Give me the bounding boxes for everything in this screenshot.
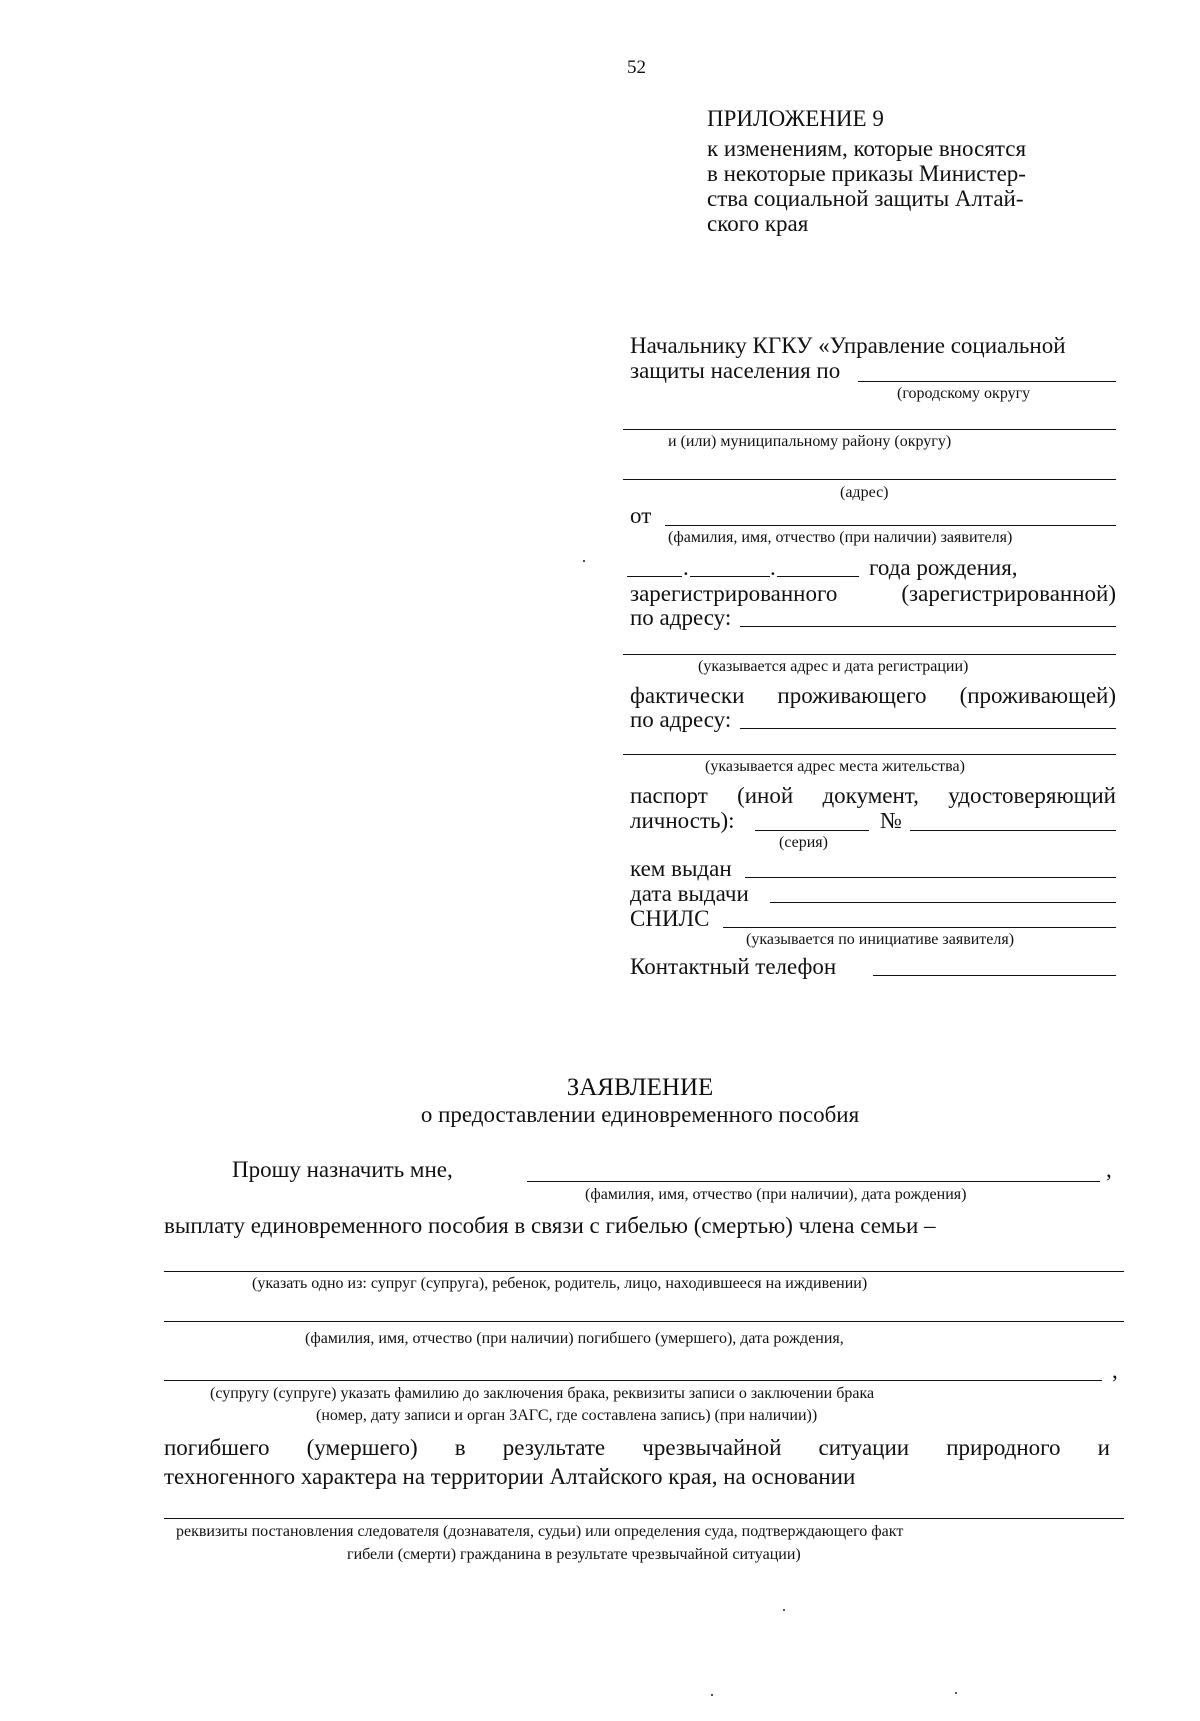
hint-relation: (указать одно из: супруг (супруга), ребенок, родитель, лицо, находившееся на иждивении) — [252, 1275, 868, 1292]
addressee-line1: Начальнику КГКУ «Управление социальной — [630, 333, 1066, 358]
appendix-line: ства социальной защиты Алтай- — [707, 186, 1024, 211]
addressee-line2: защиты населения по — [630, 358, 841, 383]
phone-field[interactable] — [873, 975, 1116, 976]
hint-applicant: (фамилия, имя, отчество (при наличии), дата рождения) — [585, 1186, 967, 1203]
actually-line — [630, 683, 1116, 709]
residence-address-field-2[interactable] — [623, 754, 1116, 755]
payment-text: выплату единовременного пособия в связи с гибелью (смертью) члена семьи – — [164, 1213, 936, 1238]
scan-speck — [955, 1692, 957, 1694]
by-address-label-2: по адресу: — [630, 707, 732, 732]
issued-by-label: кем выдан — [630, 856, 732, 881]
hint-fio: (фамилия, имя, отчество (при наличии) заявителя) — [668, 529, 1013, 546]
birth-month-field[interactable] — [690, 576, 770, 577]
hint-marriage: (супругу (супруге) указать фамилию до заключения брака, реквизиты записи о заключении брака — [210, 1385, 875, 1402]
basis-field[interactable] — [164, 1518, 1124, 1519]
hint-registration: (указывается адрес и дата регистрации) — [698, 658, 969, 675]
deceased-field[interactable] — [164, 1321, 1124, 1322]
body-word: и — [1097, 1435, 1110, 1460]
birth-separator: . — [683, 555, 689, 580]
appendix-line: в некоторые приказы Министер- — [707, 161, 1026, 186]
registered-word: (зарегистрированной) — [901, 581, 1116, 606]
district-field[interactable] — [858, 381, 1116, 382]
body-word: (умершего) — [306, 1435, 418, 1460]
hint-address: (адрес) — [840, 484, 889, 501]
appendix-line: к изменениям, которые вносятся — [707, 136, 1027, 161]
appendix-title: ПРИЛОЖЕНИЕ 9 — [707, 106, 884, 131]
snils-label: СНИЛС — [630, 906, 710, 931]
actually-word: проживающего — [777, 683, 927, 708]
hint-basis: реквизиты постановления следователя (дознавателя, судьи) или определения суда, подтверждающего факт — [176, 1523, 904, 1540]
birth-separator: . — [770, 555, 776, 580]
body-word: чрезвычайной — [642, 1435, 782, 1460]
body-line-2: техногенного характера на территории Алтайского края, на основании — [164, 1464, 856, 1489]
hint-snils: (указывается по инициативе заявителя) — [746, 931, 1015, 948]
from-label: от — [630, 503, 652, 528]
residence-address-field[interactable] — [740, 728, 1116, 729]
scan-speck — [583, 560, 585, 562]
passport-number-field[interactable] — [910, 830, 1116, 831]
statement-title: ЗАЯВЛЕНИЕ — [566, 1074, 714, 1101]
body-word: ситуации — [818, 1435, 910, 1460]
birth-year-field[interactable] — [777, 576, 859, 577]
hint-series: (серия) — [779, 834, 828, 851]
passport-line — [630, 783, 1116, 809]
registered-line — [630, 581, 1116, 607]
comma: , — [1106, 1157, 1112, 1182]
by-address-label: по адресу: — [630, 605, 732, 630]
passport-word: удостоверяющий — [948, 783, 1116, 808]
passport-word: документ, — [822, 783, 919, 808]
snils-field[interactable] — [723, 927, 1116, 928]
address-field[interactable] — [623, 479, 1116, 480]
page-number: 52 — [627, 57, 646, 78]
registration-address-field[interactable] — [740, 626, 1116, 627]
body-word: в — [454, 1435, 466, 1460]
body-word: результате — [502, 1435, 606, 1460]
phone-label: Контактный телефон — [630, 954, 837, 979]
request-text: Прошу назначить мне, — [232, 1157, 453, 1182]
hint-deceased: (фамилия, имя, отчество (при наличии) погибшего (умершего), дата рождения, — [305, 1330, 844, 1347]
actually-word: фактически — [630, 683, 745, 708]
hint-municipal: и (или) муниципальному району (округу) — [668, 433, 952, 450]
registered-word: зарегистрированного — [630, 581, 838, 606]
passport-word: (иной — [737, 783, 794, 808]
passport-series-field[interactable] — [755, 830, 869, 831]
hint-basis: гибели (смерти) гражданина в результате чрезвычайной ситуации) — [347, 1546, 801, 1563]
actually-word: (проживающей) — [959, 683, 1116, 708]
scan-speck — [711, 1694, 713, 1696]
comma: , — [1112, 1358, 1118, 1383]
body-line-1 — [164, 1435, 1110, 1461]
scan-speck — [783, 1609, 785, 1611]
applicant-field[interactable] — [527, 1181, 1100, 1182]
number-sign: № — [880, 808, 902, 833]
body-word: природного — [946, 1435, 1061, 1460]
hint-district: (городскому округу — [897, 385, 1031, 402]
applicant-fio-field[interactable] — [665, 525, 1116, 526]
registration-address-field-2[interactable] — [623, 654, 1116, 655]
issue-date-label: дата выдачи — [630, 881, 749, 906]
marriage-record-field[interactable] — [164, 1380, 1102, 1381]
municipal-field[interactable] — [623, 429, 1116, 430]
hint-marriage: (номер, дату записи и орган ЗАГС, где составлена запись) (при наличии)) — [316, 1407, 818, 1424]
birth-label: года рождения, — [869, 555, 1018, 580]
birth-day-field[interactable] — [627, 576, 682, 577]
issued-by-field[interactable] — [745, 877, 1116, 878]
passport-word: паспорт — [630, 783, 708, 808]
hint-residence: (указывается адрес места жительства) — [705, 758, 965, 775]
issue-date-field[interactable] — [770, 902, 1116, 903]
statement-subtitle: о предоставлении единовременного пособия — [420, 1102, 860, 1127]
body-word: погибшего — [164, 1435, 270, 1460]
appendix-line: ского края — [707, 211, 809, 236]
identity-label: личность): — [630, 808, 735, 833]
relation-field[interactable] — [164, 1271, 1124, 1272]
